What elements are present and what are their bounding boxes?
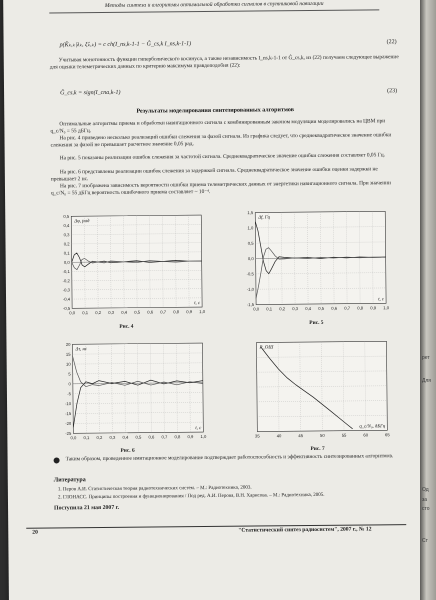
x-tick-label: 1,0: [383, 305, 390, 311]
references-title: Литература: [53, 477, 86, 484]
y-tick-label: -0,2: [62, 278, 70, 284]
y-tick-label: -1,0: [246, 286, 254, 292]
y-tick-label: 0,5: [63, 213, 70, 219]
x-axis-label: q_c/N₀, дБГц: [359, 424, 386, 430]
x-tick-label: 0,4: [122, 434, 129, 440]
x-tick-label: 0,9: [370, 305, 377, 311]
delay-error-chart: [50, 334, 209, 448]
edge-fragment: за: [422, 497, 428, 503]
x-axis-label: t, c: [194, 301, 201, 307]
phase-error-chart: [49, 206, 208, 323]
y-tick-label: -10: [64, 401, 72, 407]
caption-fig4: Рис. 4: [119, 323, 134, 330]
y-axis-label: Δτ, нс: [75, 347, 88, 353]
y-tick-label: 0,4: [63, 223, 70, 229]
conclusion-bullet-icon: [54, 457, 60, 463]
paragraph-conclusion: Таким образом, проведенное имитационное моделирование подтверждает работоспособность и эффективность синтезированных алгоритмов.: [65, 453, 394, 463]
x-tick-label: 0,7: [160, 309, 167, 315]
figure-6: [50, 334, 209, 448]
y-tick-label: -25: [65, 430, 72, 436]
figure-5: [233, 202, 392, 319]
edge-fragment: Для: [422, 378, 432, 384]
figure-4: [49, 206, 208, 323]
page-number: 20: [32, 529, 38, 536]
x-tick-label: 0,2: [279, 306, 286, 312]
x-tick-label: 0,5: [135, 434, 142, 440]
x-tick-label: 0,3: [292, 306, 299, 312]
x-tick-label: 0,1: [83, 435, 90, 441]
y-tick-label: -0,3: [62, 287, 70, 293]
section-title: Результаты моделирования синтезированных алгоритмов: [136, 107, 295, 115]
equation-number-22: (22): [386, 39, 397, 46]
x-tick-label: 0,8: [173, 309, 180, 315]
x-tick-label: 0,6: [148, 434, 155, 440]
x-tick-label: 1,0: [199, 309, 206, 315]
x-tick-label: 0,9: [186, 309, 193, 315]
x-tick-label: 0,4: [305, 305, 312, 312]
y-tick-label: 0,3: [63, 232, 70, 238]
x-tick-label: 0,4: [121, 309, 128, 315]
y-axis-label: P_ОШ: [259, 345, 274, 351]
paragraph-fig7: На рис. 7 изображена зависимость вероятности ошибки приема телеметрических данных от энергетики навигационного сигнала. При значении q_c/N₀ = 55 дБГц вероятность ошибочного приема составляет ~ 10⁻⁴.: [50, 180, 391, 197]
x-tick-label: 35: [255, 433, 260, 439]
y-axis-label: Δf, Гц: [258, 215, 270, 221]
x-axis-label: t, c: [195, 426, 202, 432]
edge-fragment: рет: [422, 355, 430, 361]
y-tick-label: 1,0: [247, 225, 254, 231]
paragraph-monotonicity: Учитывая монотонность функции гиперболического косинуса, а также независимость I_ns,k-1-1 от Ĝ_cs,k, из (22) получаем следующее выражение для оценки телеметрических данных по критерию максимума правдоподобия (22):: [49, 54, 399, 71]
x-tick-label: 60: [363, 432, 369, 438]
journal-footer: "Статистический синтез радиосистем", 2007 г., № 12: [238, 526, 372, 534]
y-tick-label: -0,5: [62, 305, 71, 311]
x-tick-label: 0,3: [109, 434, 116, 440]
reference-1: 1. Перов А.И. Статистическая теория радиотехнических систем. – М.: Радиотехника, 2003.: [57, 485, 252, 493]
y-tick-label: -5: [67, 391, 71, 397]
x-tick-label: 0,9: [187, 434, 194, 440]
y-tick-label: 20: [65, 341, 71, 347]
x-axis-label: t, c: [378, 297, 385, 303]
formula-23: Ĝ_cs,k = sign(I_cna,k-1): [60, 89, 121, 97]
x-tick-label: 0,8: [174, 434, 181, 440]
x-tick-label: 0,0: [69, 310, 76, 316]
y-tick-label: 0,1: [63, 250, 70, 256]
x-tick-label: 0,6: [331, 305, 338, 311]
y-tick-label: 5: [68, 371, 71, 377]
y-tick-label: 1,5: [247, 210, 254, 216]
journal-page: [3, 0, 427, 600]
y-tick-label: 0,2: [63, 241, 70, 247]
paragraph-fig6: На рис. 6 представлены реализации ошибок слежения за задержкой сигнала. Среднеквадратическое значение ошибки оценки задержки не превышает 2 нс.: [50, 166, 378, 183]
adjacent-page-edge: [420, 0, 436, 600]
x-tick-label: 0,2: [95, 310, 102, 316]
y-tick-label: 10: [65, 361, 71, 367]
y-tick-label: -0,5: [246, 271, 254, 277]
paragraph-fig5: На рис. 5 показаны реализации ошибок слежения за частотой сигнала. Среднеквадратическое значение ошибки слежения составляет 0,05 Гц.: [59, 152, 386, 162]
y-tick-label: 0,5: [247, 240, 254, 246]
frequency-error-chart: [233, 202, 392, 319]
received-date: Поступила 21 мая 2007 г.: [54, 504, 120, 512]
x-tick-label: 65: [384, 432, 390, 438]
x-tick-label: 50: [320, 432, 325, 438]
x-tick-label: 0,0: [253, 306, 260, 312]
y-tick-label: -1,5: [246, 302, 255, 308]
x-tick-label: 0,7: [161, 434, 168, 440]
formula-22: p(K̂ₖ,ₖ|λₖ, ξ̂ₖ,ₖ) = c ch(I_ns,k-1-1 − Ĝ_cs,k I_ns,k-1-1): [59, 41, 192, 49]
x-tick-label: 45: [298, 433, 304, 439]
y-tick-label: -20: [65, 420, 72, 426]
figure-7: [234, 332, 393, 446]
x-tick-label: 1,0: [200, 434, 207, 440]
x-tick-label: 55: [341, 432, 347, 438]
edge-fragment: Ст: [422, 538, 428, 544]
y-tick-label: 0,0: [247, 256, 254, 262]
caption-fig6: Рис. 6: [120, 447, 135, 454]
x-tick-label: 0,1: [266, 306, 273, 312]
y-tick-label: -0,1: [62, 269, 70, 275]
error-probability-chart: [234, 332, 393, 446]
x-tick-label: 0,2: [96, 435, 103, 441]
edge-fragment: Од: [422, 487, 429, 493]
equation-number-23: (23): [387, 88, 398, 95]
x-tick-label: 0,5: [318, 305, 325, 311]
x-tick-label: 0,1: [82, 310, 89, 316]
y-tick-label: -15: [65, 411, 72, 417]
paragraph-modelling: Оптимальные алгоритмы приема и обработки навигационного сигнала с комбинированным законом модуляции моделировались на ЦВМ при q_c/N₀ = 55 дБГц.: [50, 118, 386, 135]
x-tick-label: 0,3: [108, 309, 115, 315]
caption-fig7: Рис. 7: [310, 445, 325, 453]
caption-fig5: Рис. 5: [309, 319, 324, 327]
y-tick-label: -0,4: [62, 296, 71, 302]
x-tick-label: 40: [276, 433, 282, 439]
edge-fragment: сто: [422, 506, 430, 512]
x-tick-label: 0,8: [357, 305, 364, 311]
paragraph-fig4: На рис. 4 приведено несколько реализаций ошибки слежения за фазой сигнала. Из графика следует, что среднеквадратическое значение ошибки слежения за фазой не превышает расчетное значение 0,05 рад.: [50, 132, 392, 149]
reference-2: 2. ГЛОНАСС. Принципы построения и функционирования / Под ред. А.И. Перова, В.Н. Харисова. – М.: Радиотехника, 2005.: [57, 492, 325, 501]
x-tick-label: 0,7: [344, 305, 351, 311]
y-tick-label: 0: [68, 381, 71, 387]
y-tick-label: 15: [65, 351, 71, 357]
y-tick-label: 0,0: [63, 259, 70, 265]
x-tick-label: 0,0: [70, 435, 77, 441]
x-tick-label: 0,5: [134, 309, 141, 315]
y-axis-label: Δφ, рад: [74, 219, 90, 225]
x-tick-label: 0,6: [147, 309, 154, 315]
running-header: Методы синтеза и алгоритмы оптимальной обработки сигналов в спутниковой навигации: [49, 0, 379, 13]
